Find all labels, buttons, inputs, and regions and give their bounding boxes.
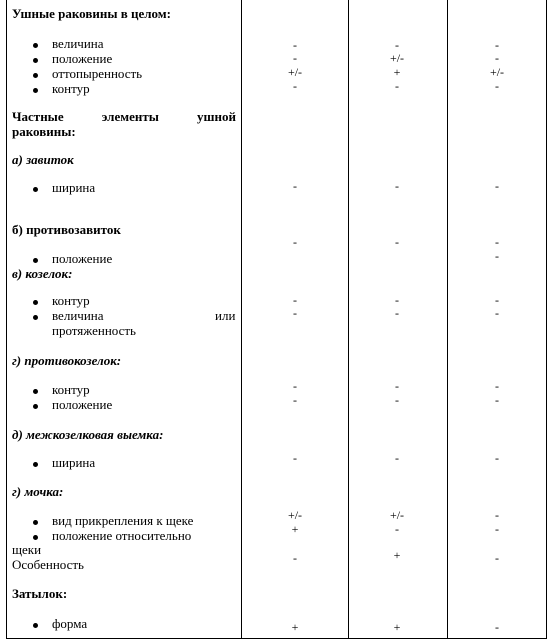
item-protrusion: оттопыренность bbox=[52, 66, 143, 81]
section-title-ear-elements bbox=[12, 110, 236, 124]
bullet bbox=[33, 187, 38, 192]
bullet bbox=[33, 43, 38, 48]
mark-cell: - bbox=[495, 293, 499, 307]
mark-cell: + bbox=[291, 522, 299, 536]
mark-cell: +/- bbox=[389, 508, 405, 522]
mark-cell: - bbox=[293, 393, 297, 407]
column-divider-3 bbox=[447, 0, 448, 639]
mark-cell: - bbox=[293, 379, 297, 393]
item-peculiarity: Особенность bbox=[12, 557, 84, 572]
item-position: положение bbox=[52, 251, 113, 266]
mark-cell: + bbox=[393, 620, 401, 634]
mark-cell: - bbox=[293, 235, 297, 249]
item-size-or-length: величина bbox=[52, 308, 104, 323]
item-cheek-attachment: вид прикрепления к щеке bbox=[52, 513, 194, 528]
mark-cell: - bbox=[495, 179, 499, 193]
column-divider-2 bbox=[348, 0, 349, 639]
title-word: ушной bbox=[197, 109, 236, 124]
mark-cell: - bbox=[495, 393, 499, 407]
mark-cell: - bbox=[293, 451, 297, 465]
mark-cell: - bbox=[395, 379, 399, 393]
subsection-title-antihelix: б) противозавиток bbox=[12, 222, 121, 237]
item-contour: контур bbox=[52, 293, 90, 308]
subsection-title-helix: а) завиток bbox=[12, 152, 74, 167]
mark-cell: - bbox=[395, 522, 399, 536]
item-size-or-length-line2: протяженность bbox=[52, 323, 136, 338]
bullet bbox=[33, 73, 38, 78]
mark-cell: - bbox=[395, 393, 399, 407]
mark-cell: - bbox=[395, 235, 399, 249]
mark-cell: - bbox=[495, 51, 499, 65]
mark-cell: - bbox=[495, 451, 499, 465]
mark-cell: +/- bbox=[287, 65, 303, 79]
bullet bbox=[33, 535, 38, 540]
item-size-or-length-or: или bbox=[215, 308, 236, 323]
bullet bbox=[33, 258, 38, 263]
mark-cell: - bbox=[293, 293, 297, 307]
mark-cell: - bbox=[293, 51, 297, 65]
mark-cell: +/- bbox=[389, 51, 405, 65]
mark-cell: + bbox=[393, 65, 401, 79]
bullet bbox=[33, 315, 38, 320]
mark-cell: - bbox=[293, 306, 297, 320]
column-divider-1 bbox=[241, 0, 242, 639]
item-contour: контур bbox=[52, 382, 90, 397]
bullet bbox=[33, 88, 38, 93]
mark-cell: - bbox=[495, 379, 499, 393]
bullet bbox=[33, 300, 38, 305]
mark-cell: +/- bbox=[287, 508, 303, 522]
item-size: величина bbox=[52, 36, 104, 51]
mark-cell: - bbox=[495, 249, 499, 263]
subsection-title-lobule: г) мочка: bbox=[12, 484, 64, 499]
subsection-title-intertragic-notch: д) межкозелковая выемка: bbox=[12, 427, 164, 442]
bullet bbox=[33, 389, 38, 394]
item-position-relative: положение относительно bbox=[52, 528, 192, 543]
mark-cell: - bbox=[293, 38, 297, 52]
bullet bbox=[33, 404, 38, 409]
bullet bbox=[33, 58, 38, 63]
section-title-ear-elements-line2: раковины: bbox=[12, 124, 76, 139]
mark-cell: - bbox=[395, 79, 399, 93]
item-shape: форма bbox=[52, 616, 88, 631]
mark-cell: - bbox=[495, 235, 499, 249]
mark-cell: - bbox=[395, 38, 399, 52]
subsection-title-tragus: в) козелок: bbox=[12, 266, 73, 281]
mark-cell: - bbox=[395, 451, 399, 465]
item-width: ширина bbox=[52, 455, 96, 470]
mark-cell: - bbox=[495, 620, 499, 634]
mark-cell: - bbox=[495, 38, 499, 52]
item-position: положение bbox=[52, 397, 113, 412]
mark-cell: - bbox=[395, 179, 399, 193]
subsection-title-antitragus: г) противокозелок: bbox=[12, 353, 122, 368]
mark-cell: +/- bbox=[489, 65, 505, 79]
table-border-right bbox=[546, 0, 547, 639]
item-position-relative-line2: щеки bbox=[12, 542, 42, 557]
mark-cell: - bbox=[293, 79, 297, 93]
mark-cell: + bbox=[393, 548, 401, 562]
section-title-occiput: Затылок: bbox=[12, 586, 68, 601]
mark-cell: - bbox=[395, 306, 399, 320]
mark-cell: - bbox=[395, 293, 399, 307]
title-word: элементы bbox=[101, 109, 159, 124]
mark-cell: - bbox=[495, 522, 499, 536]
mark-cell: - bbox=[495, 306, 499, 320]
bullet bbox=[33, 623, 38, 628]
mark-cell: - bbox=[495, 551, 499, 565]
item-position: положение bbox=[52, 51, 113, 66]
mark-cell: - bbox=[293, 179, 297, 193]
mark-cell: - bbox=[495, 79, 499, 93]
bullet bbox=[33, 462, 38, 467]
mark-cell: - bbox=[495, 508, 499, 522]
table-border-left bbox=[6, 0, 7, 639]
item-contour: контур bbox=[52, 81, 90, 96]
bullet bbox=[33, 520, 38, 525]
comparison-table bbox=[6, 0, 547, 639]
section-title-ears-overall: Ушные раковины в целом: bbox=[12, 6, 171, 21]
mark-cell: - bbox=[293, 551, 297, 565]
mark-cell: + bbox=[291, 620, 299, 634]
item-width: ширина bbox=[52, 180, 96, 195]
title-word: Частные bbox=[12, 109, 64, 124]
